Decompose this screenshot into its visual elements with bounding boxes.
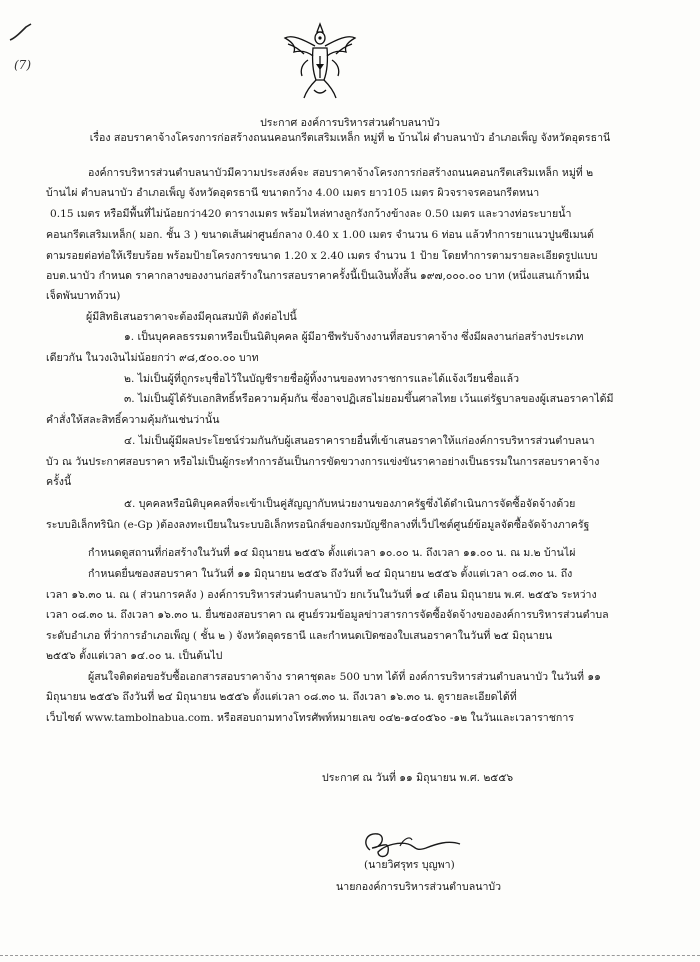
intro-line: ตามรอยต่อท่อให้เรียบร้อย พร้อมป้ายโครงการขนาด 1.20 x 2.40 เมตร จำนวน 1 ป้าย โดยทำการตามรายละเอียดรูปแบบ <box>46 250 598 262</box>
qualification-line: เดียวกัน ในวงเงินไม่น้อยกว่า ๙๘,๕๐๐.๐๐ บาท <box>46 352 259 364</box>
qualification-line: ๔. ไม่เป็นผู้มีผลประโยชน์ร่วมกันกับผู้เสนอราคารายอื่นที่เข้าเสนอราคาให้แก่องค์การบริหารส่วนตำบลนา <box>124 435 595 447</box>
announcement-date: ประกาศ ณ วันที่ ๑๑ มิถุนายน พ.ศ. ๒๕๕๖ <box>322 772 514 784</box>
handwritten-signature <box>356 826 466 862</box>
intro-line: องค์การบริหารส่วนตำบลนาบัวมีความประสงค์จะ สอบราคาจ้างโครงการก่อสร้างถนนคอนกรีตเสริมเหล็ก หมู่ที่ ๒ <box>88 167 594 179</box>
qualification-line: คำสั่งให้สละสิทธิ์ความคุ้มกันเช่นว่านั้น <box>46 414 220 426</box>
qualification-line: ๕. บุคคลหรือนิติบุคคลที่จะเข้าเป็นคู่สัญญากับหน่วยงานของภาครัฐซึ่งได้ดำเนินการจัดซื้อจัดจ้างด้วย <box>124 498 576 510</box>
schedule-line: ผู้สนใจติดต่อขอรับซื้อเอกสารสอบราคาจ้าง ราคาชุดละ 500 บาท ได้ที่ องค์การบริหารส่วนตำบลนาบัว ในวันที่ ๑๑ <box>88 671 601 683</box>
qualification-line: ๑. เป็นบุคคลธรรมดาหรือเป็นนิติบุคคล ผู้มีอาชีพรับจ้างงานที่สอบราคาจ้าง ซึ่งมีผลงานก่อสร้างประเภท <box>124 331 584 343</box>
qualification-line: ครั้งนี้ <box>46 476 72 488</box>
margin-pen-mark <box>8 22 34 44</box>
intro-line: เจ็ดพันบาทถ้วน) <box>46 290 121 302</box>
scan-edge-divider <box>0 955 700 956</box>
intro-line: 0.15 เมตร หรือมีพื้นที่ไม่น้อยกว่า420 ตารางเมตร พร้อมไหล่ทางลูกรังกว้างข้างละ 0.50 เมตร และวางท่อระบายน้ำ <box>50 208 572 220</box>
signatory-position: นายกองค์การบริหารส่วนตำบลนาบัว <box>336 881 502 893</box>
intro-line: คอนกรีตเสริมเหล็ก( มอก. ชั้น 3 ) ขนาดเส้นผ่าศูนย์กลาง 0.40 x 1.00 เมตร จำนวน 6 ท่อน แล้วทำการยาแนวปูนซีเมนต์ <box>46 229 594 241</box>
schedule-line: เวลา ๐๘.๓๐ น. ถึงเวลา ๑๖.๓๐ น. ยื่นซองสอบราคา ณ ศูนย์รวมข้อมูลข่าวสารการจัดซื้อจัดจ้างขององค์การบริหารส่วนตำบล <box>46 609 609 621</box>
schedule-line: ระดับอำเภอ ที่ว่าการอำเภอเพ็ญ ( ชั้น ๒ ) จังหวัดอุดรธานี และกำหนดเปิดซองใบเสนอราคาในวันที่ ๒๕ มิถุนายน <box>46 630 553 642</box>
announcement-title: ประกาศ องค์การบริหารส่วนตำบลนาบัว <box>260 117 440 129</box>
schedule-line: เวลา ๑๖.๓๐ น. ณ ( ส่วนการคลัง ) องค์การบริหารส่วนตำบลนาบัว ยกเว้นในวันที่ ๑๔ เดือน มิถุนายน พ.ศ. ๒๕๕๖ ระหว่าง <box>46 589 597 601</box>
schedule-line: ๒๕๕๖ ตั้งแต่เวลา ๑๔.๐๐ น. เป็นต้นไป <box>46 650 223 662</box>
schedule-line: มิถุนายน ๒๕๕๖ ถึงวันที่ ๒๔ มิถุนายน ๒๕๕๖ ตั้งแต่เวลา ๐๘.๓๐ น. ถึงเวลา ๑๖.๓๐ น. ดูรายละเอียดได้ที่ <box>46 691 517 703</box>
signatory-name: (นายวิศรุทร บุญพา) <box>364 859 455 871</box>
schedule-line: เว็บไซต์ www.tambolnabua.com. หรือสอบถามทางโทรศัพท์หมายเลข ๐๔๒-๑๔๐๕๖๐ -๑๒ ในวันและเวลาราชการ <box>46 712 574 724</box>
qualification-line: ๒. ไม่เป็นผู้ที่ถูกระบุชื่อไว้ในบัญชีรายชื่อผู้ทิ้งงานของทางราชการและได้แจ้งเวียนชื่อแล้ว <box>124 373 520 385</box>
qualification-line: ๓. ไม่เป็นผู้ได้รับเอกสิทธิ์หรือความคุ้มกัน ซึ่งอาจปฏิเสธไม่ยอมขึ้นศาลไทย เว้นแต่รัฐบาลของผู้เสนอราคาได้มี <box>124 393 614 405</box>
qualification-line: ระบบอิเล็กทรินิก (e-Gp )ต้องลงทะเบียนในระบบอิเล็กทรอนิกส์ของกรมบัญชีกลางที่เว็ปไซต์ศูนย์ข้อมูลจัดซื้อจัดจ้างภาครัฐ <box>46 519 590 531</box>
qualifications-heading: ผู้มีสิทธิเสนอราคาจะต้องมีคุณสมบัติ ดังต่อไปนี้ <box>86 311 297 323</box>
handwritten-page-number: (7) <box>14 58 31 72</box>
schedule-line: กำหนดดูสถานที่ก่อสร้างในวันที่ ๑๔ มิถุนายน ๒๕๕๖ ตั้งแต่เวลา ๑๐.๐๐ น. ถึงเวลา ๑๑.๐๐ น. ณ ม.๒ บ้านไผ่ <box>88 547 576 559</box>
announcement-subject: เรื่อง สอบราคาจ้างโครงการก่อสร้างถนนคอนกรีตเสริมเหล็ก หมู่ที่ ๒ บ้านไผ่ ตำบลนาบัว อำเภอเพ็ญ จังหวัดอุดรธานี <box>89 132 611 144</box>
qualification-line: บัว ณ วันประกาศสอบราคา หรือไม่เป็นผู้กระทำการอันเป็นการขัดขวางการแข่งขันราคาอย่างเป็นธรรมในการสอบราคาจ้าง <box>46 456 600 468</box>
intro-line: อบต.นาบัว กำหนด ราคากลางของงานก่อสร้างในการสอบราคาครั้งนี้เป็นเงินทั้งสิ้น ๑๙๗,๐๐๐.๐๐ บาท (หนึ่งแสนเก้าหมื่น <box>46 270 590 282</box>
schedule-line: กำหนดยื่นซองสอบราคา ในวันที่ ๑๑ มิถุนายน ๒๕๕๖ ถึงวันที่ ๒๔ มิถุนายน ๒๕๕๖ ตั้งแต่เวลา ๐๘.๓๐ น. ถึง <box>88 568 573 580</box>
garuda-emblem-icon <box>282 20 358 102</box>
intro-line: บ้านไผ่ ตำบลนาบัว อำเภอเพ็ญ จังหวัดอุดรธานี ขนาดกว้าง 4.00 เมตร ยาว105 เมตร ผิวจราจรคอนกรีตหนา <box>46 187 540 199</box>
